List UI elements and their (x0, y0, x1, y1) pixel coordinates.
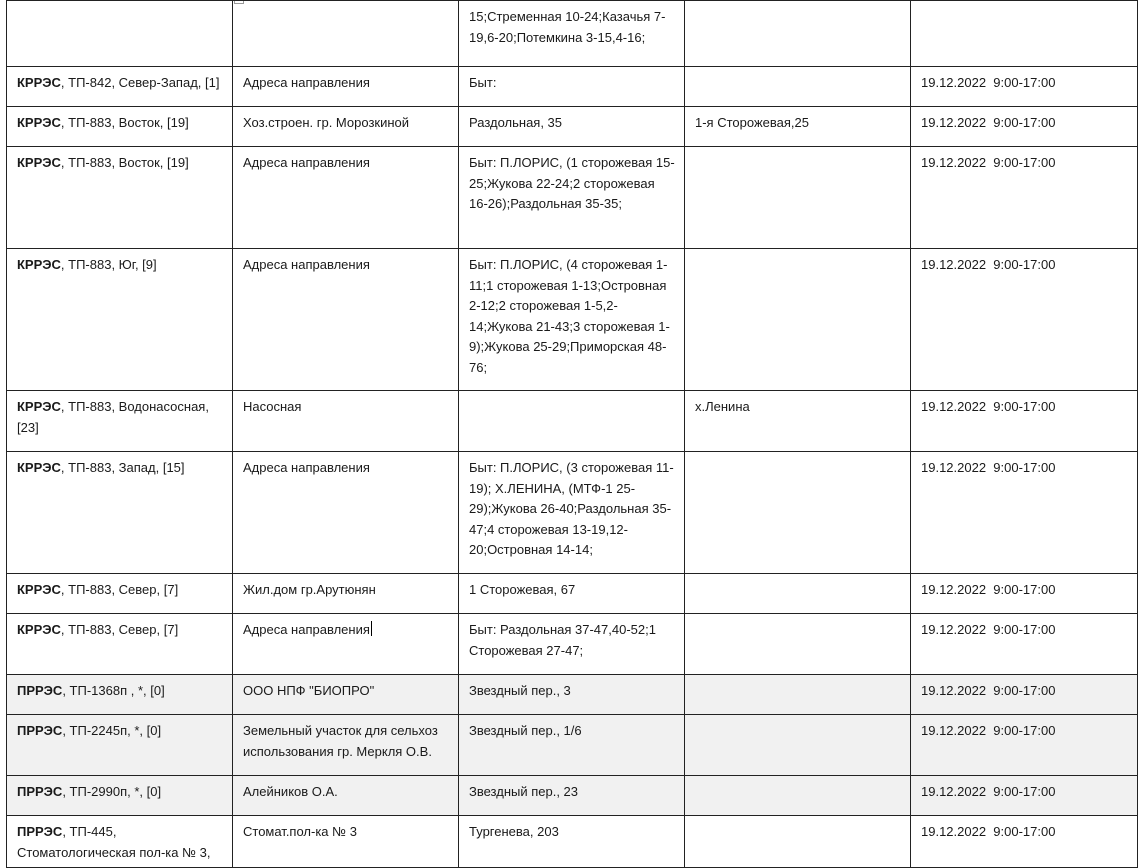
cell-datetime[interactable]: 19.12.2022 9:00-17:00 (911, 675, 1138, 715)
cell-datetime[interactable]: 19.12.2022 9:00-17:00 (911, 249, 1138, 391)
cell-object[interactable]: Хоз.строен. гр. Морозкиной (233, 107, 459, 147)
cell-datetime[interactable]: 19.12.2022 9:00-17:00 (911, 574, 1138, 614)
org-name: КРРЭС (17, 155, 61, 170)
cell-street[interactable] (685, 614, 911, 675)
cell-street[interactable] (685, 574, 911, 614)
unit-detail: , ТП-883, Запад, [15] (60, 460, 185, 475)
unit-detail: , ТП-1368п , *, [0] (62, 683, 165, 698)
cell-network-unit[interactable] (7, 249, 233, 391)
cell-address[interactable]: Раздольная, 35 (459, 107, 685, 147)
org-name: КРРЭС (17, 399, 61, 414)
cell-street[interactable] (685, 776, 911, 816)
cell-datetime[interactable]: 19.12.2022 9:00-17:00 (911, 67, 1138, 107)
cell-address[interactable]: Быт: Раздольная 37-47,40-52;1 Сторожевая 27-47; (459, 614, 685, 675)
org-name: КРРЭС (17, 75, 61, 90)
text-cursor (371, 621, 372, 636)
cell-network-unit[interactable] (7, 614, 233, 675)
unit-detail: , ТП-883, Восток, [19] (60, 115, 189, 130)
org-name: КРРЭС (17, 582, 61, 597)
cell-network-unit[interactable] (7, 715, 233, 776)
cell-object[interactable]: Адреса направления (233, 147, 459, 249)
cell-address[interactable]: Быт: (459, 67, 685, 107)
unit-detail: , ТП-883, Север, [7] (60, 622, 179, 637)
cell-network-unit[interactable] (7, 816, 233, 868)
cell-object[interactable]: Алейников О.А. (233, 776, 459, 816)
unit-detail: , ТП-883, Юг, [9] (60, 257, 157, 272)
cell-datetime[interactable]: 19.12.2022 9:00-17:00 (911, 107, 1138, 147)
outage-schedule-table (6, 0, 1138, 868)
cell-datetime[interactable]: 19.12.2022 9:00-17:00 (911, 816, 1138, 868)
cell-network-unit[interactable] (7, 574, 233, 614)
unit-detail: , ТП-2245п, *, [0] (62, 723, 162, 738)
table-row (7, 776, 1138, 816)
cell-street[interactable] (685, 67, 911, 107)
unit-detail: , ТП-2990п, *, [0] (62, 784, 162, 799)
cell-network-unit[interactable] (7, 147, 233, 249)
cell-address[interactable] (459, 391, 685, 452)
cell-network-unit[interactable] (7, 391, 233, 452)
org-name: ПРРЭС (17, 683, 63, 698)
table-row (7, 816, 1138, 868)
cell-object[interactable]: ООО НПФ "БИОПРО" (233, 675, 459, 715)
cell-street[interactable]: х.Ленина (685, 391, 911, 452)
cell-street[interactable] (685, 1, 911, 67)
table-row (7, 452, 1138, 574)
table-row (7, 67, 1138, 107)
table-row (7, 1, 1138, 67)
table-row (7, 147, 1138, 249)
cell-address[interactable]: Тургенева, 203 (459, 816, 685, 868)
cell-datetime[interactable]: 19.12.2022 9:00-17:00 (911, 452, 1138, 574)
cell-address[interactable]: Быт: П.ЛОРИС, (3 сторожевая 11-19); Х.ЛЕНИНА, (МТФ-1 25-29);Жукова 26-40;Раздольная 35-47;4 сторожевая 13-19,12-20;Островная 14-14; (459, 452, 685, 574)
cell-network-unit[interactable] (7, 67, 233, 107)
table-row (7, 574, 1138, 614)
table-row (7, 107, 1138, 147)
cell-address[interactable]: Быт: П.ЛОРИС, (4 сторожевая 1-11;1 сторожевая 1-13;Островная 2-12;2 сторожевая 1-5,2-14;Жукова 21-43;3 сторожевая 1-9);Жукова 25-29;Приморская 48-76; (459, 249, 685, 391)
cell-object[interactable]: Насосная (233, 391, 459, 452)
cell-address[interactable]: 1 Сторожевая, 67 (459, 574, 685, 614)
cell-object[interactable]: Стомат.пол-ка № 3 (233, 816, 459, 868)
object-text: Адреса направления (243, 622, 370, 637)
cell-address[interactable]: 15;Стременная 10-24;Казачья 7-19,6-20;Потемкина 3-15,4-16; (459, 1, 685, 67)
table-row (7, 391, 1138, 452)
cell-object[interactable] (233, 614, 459, 675)
org-name: ПРРЭС (17, 784, 63, 799)
cell-street[interactable] (685, 249, 911, 391)
cell-network-unit[interactable] (7, 675, 233, 715)
cell-object[interactable]: Адреса направления (233, 67, 459, 107)
cell-street[interactable] (685, 715, 911, 776)
cell-address[interactable]: Звездный пер., 3 (459, 675, 685, 715)
org-name: ПРРЭС (17, 723, 63, 738)
cell-datetime[interactable]: 19.12.2022 9:00-17:00 (911, 391, 1138, 452)
cell-network-unit[interactable] (7, 107, 233, 147)
unit-detail: , ТП-445, Стоматологическая пол-ка № 3, (17, 824, 211, 860)
unit-detail: , ТП-883, Север, [7] (60, 582, 179, 597)
org-name: КРРЭС (17, 460, 61, 475)
table-row (7, 614, 1138, 675)
cell-datetime[interactable]: 19.12.2022 9:00-17:00 (911, 715, 1138, 776)
unit-detail: , ТП-883, Восток, [19] (60, 155, 189, 170)
unit-detail: , ТП-883, Водонасосная, [23] (17, 399, 209, 435)
table-row (7, 249, 1138, 391)
org-name: КРРЭС (17, 257, 61, 272)
cell-datetime[interactable]: 19.12.2022 9:00-17:00 (911, 147, 1138, 249)
cell-datetime[interactable] (911, 1, 1138, 67)
org-name: ПРРЭС (17, 824, 63, 839)
cell-object[interactable]: Земельный участок для сельхоз использования гр. Меркля О.В. (233, 715, 459, 776)
cell-street[interactable] (685, 147, 911, 249)
cell-street[interactable]: 1-я Сторожевая,25 (685, 107, 911, 147)
org-name: КРРЭС (17, 115, 61, 130)
table-row (7, 675, 1138, 715)
cell-network-unit[interactable] (7, 776, 233, 816)
cell-object[interactable]: Жил.дом гр.Арутюнян (233, 574, 459, 614)
cell-street[interactable] (685, 816, 911, 868)
cell-datetime[interactable]: 19.12.2022 9:00-17:00 (911, 776, 1138, 816)
cell-object[interactable]: Адреса направления (233, 249, 459, 391)
cell-object[interactable] (233, 1, 459, 67)
cell-network-unit[interactable] (7, 1, 233, 67)
cell-datetime[interactable]: 19.12.2022 9:00-17:00 (911, 614, 1138, 675)
org-name: КРРЭС (17, 622, 61, 637)
cell-object[interactable]: Адреса направления (233, 452, 459, 574)
cell-street[interactable] (685, 675, 911, 715)
cell-address[interactable]: Быт: П.ЛОРИС, (1 сторожевая 15-25;Жукова 22-24;2 сторожевая 16-26);Раздольная 35-35; (459, 147, 685, 249)
cell-street[interactable] (685, 452, 911, 574)
cell-address[interactable]: Звездный пер., 23 (459, 776, 685, 816)
cell-network-unit[interactable] (7, 452, 233, 574)
cell-address[interactable]: Звездный пер., 1/6 (459, 715, 685, 776)
unit-detail: , ТП-842, Север-Запад, [1] (60, 75, 220, 90)
table-row (7, 715, 1138, 776)
